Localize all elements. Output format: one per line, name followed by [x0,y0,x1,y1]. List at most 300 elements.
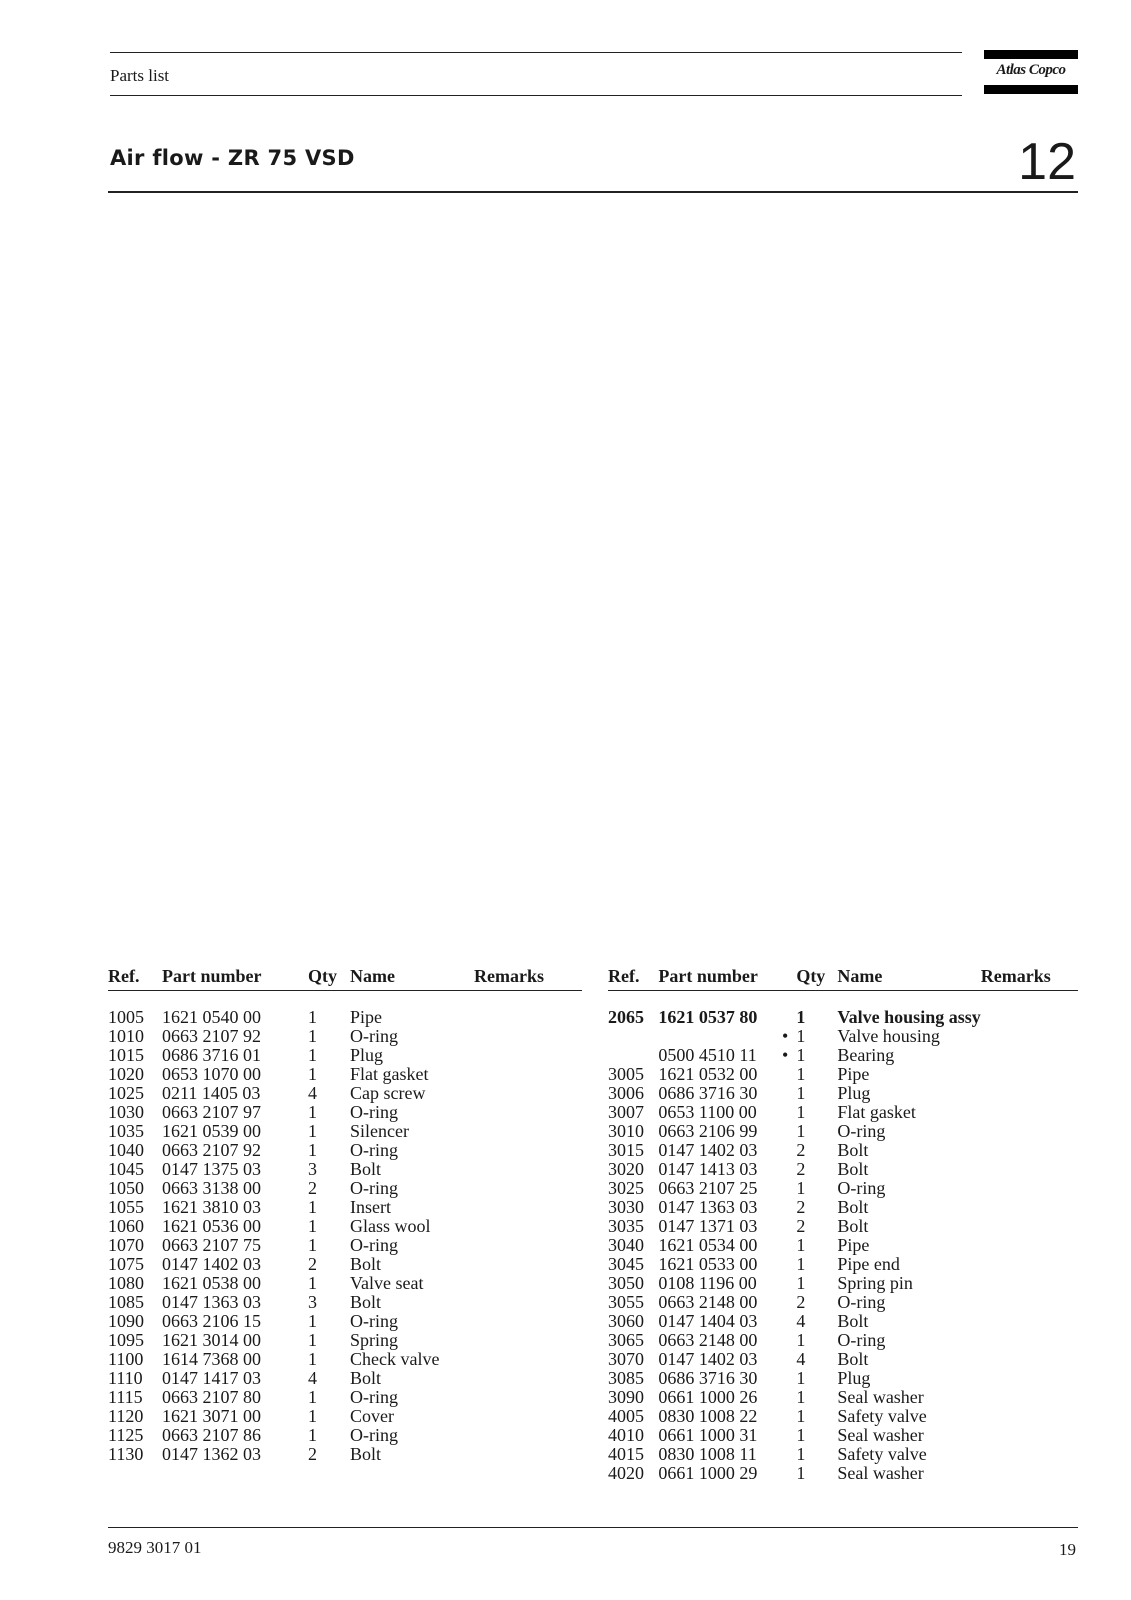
table-row [108,1198,582,1217]
qty-cell: 1 [796,1444,806,1464]
col-remarks: Remarks [474,966,544,986]
table-row [608,1293,1078,1312]
remarks-cell [981,1084,1078,1103]
qty-cell: 1 [308,1425,317,1445]
qty-cell: 1 [308,1064,317,1084]
remarks-cell [981,1008,1078,1027]
remarks-cell [474,1350,582,1369]
name-cell: O-ring [350,1178,398,1198]
part-number-cell: 0108 1196 00 [658,1273,757,1293]
table-row [108,1407,582,1426]
part-number-cell: 1621 0534 00 [658,1235,758,1255]
table-row [108,1331,582,1350]
right-header-rule [608,990,1078,991]
remarks-cell [474,1407,582,1426]
qty-cell: 1 [796,1121,806,1141]
name-cell: Valve housing assy [837,1007,981,1027]
bullet-cell [776,1103,796,1122]
qty-cell: 1 [796,1368,806,1388]
part-number-cell: 0686 3716 01 [162,1045,261,1065]
remarks-cell [474,1426,582,1445]
qty-cell: 1 [308,1197,317,1217]
name-cell: O-ring [837,1330,886,1350]
part-number-cell: 0830 1008 11 [658,1444,757,1464]
footer-rule [108,1527,1078,1528]
part-number-cell: 0830 1008 22 [658,1406,758,1426]
name-cell: Silencer [350,1121,409,1141]
remarks-cell [474,1255,582,1274]
spacer-row [608,992,1078,1008]
chapter-number: 12 [1018,133,1076,191]
remarks-cell [474,1065,582,1084]
table-row [608,1065,1078,1084]
page-title: Air flow - ZR 75 VSD [110,146,355,170]
bullet-cell [776,1008,796,1027]
table-row [608,1160,1078,1179]
ref-cell: 4010 [608,1425,644,1445]
table-row [108,1065,582,1084]
name-cell: Safety valve [837,1406,927,1426]
part-number-cell: 1621 0537 80 [658,1007,758,1027]
ref-cell: 3010 [608,1121,644,1141]
ref-cell: 1075 [108,1254,144,1274]
part-number-cell: 0663 2107 97 [162,1102,261,1122]
qty-cell: 1 [796,1406,806,1426]
part-number-cell: 0147 1363 03 [658,1197,758,1217]
name-cell: O-ring [837,1178,886,1198]
remarks-cell [981,1046,1078,1065]
qty-cell: 1 [308,1121,317,1141]
bullet-cell: • [782,1045,789,1065]
remarks-cell [981,1103,1078,1122]
qty-cell: 1 [308,1045,317,1065]
name-cell: Valve housing [837,1026,940,1046]
remarks-cell [474,1160,582,1179]
remarks-cell [981,1274,1078,1293]
remarks-cell [474,1027,582,1046]
table-row [608,1122,1078,1141]
bullet-cell [776,1369,796,1388]
remarks-cell [981,1407,1078,1426]
part-number-cell: 1621 0540 00 [162,1007,261,1027]
parts-table-right [608,966,1078,1483]
name-cell: Pipe end [837,1254,900,1274]
table-row [608,1464,1078,1483]
qty-cell: 1 [796,1045,806,1065]
part-number-cell: 0147 1413 03 [658,1159,758,1179]
table-row [108,1141,582,1160]
qty-cell: 4 [796,1311,806,1331]
name-cell: O-ring [350,1235,398,1255]
ref-cell: 1030 [108,1102,144,1122]
part-number-cell: 0147 1404 03 [658,1311,758,1331]
name-cell: Bolt [837,1216,869,1236]
qty-cell: 1 [796,1254,806,1274]
table-row [108,1312,582,1331]
qty-cell: 1 [796,1273,806,1293]
table-row [108,1255,582,1274]
remarks-cell [474,1198,582,1217]
ref-cell: 1120 [108,1406,144,1426]
remarks-cell [981,1331,1078,1350]
remarks-cell [981,1388,1078,1407]
part-number-cell: 0211 1405 03 [162,1083,261,1103]
table-row [608,1236,1078,1255]
col-qty: Qty [796,966,826,986]
name-cell: Cap screw [350,1083,426,1103]
bullet-cell: • [782,1026,789,1046]
qty-cell: 2 [308,1444,317,1464]
qty-cell: 1 [308,1311,317,1331]
ref-cell [608,1027,658,1046]
qty-cell: 1 [796,1064,806,1084]
table-row [608,1388,1078,1407]
ref-cell: 1040 [108,1140,144,1160]
remarks-cell [981,1426,1078,1445]
name-cell: O-ring [350,1425,398,1445]
bullet-cell [776,1426,796,1445]
bullet-cell [776,1065,796,1084]
header-bottom-rule [110,95,962,96]
ref-cell: 3007 [608,1102,644,1122]
remarks-cell [981,1065,1078,1084]
qty-cell: 2 [796,1292,806,1312]
table-row [608,1103,1078,1122]
ref-cell: 3090 [608,1387,644,1407]
remarks-cell [474,1445,582,1464]
name-cell: Plug [837,1368,871,1388]
bullet-cell [776,1312,796,1331]
remarks-cell [981,1255,1078,1274]
ref-cell: 3005 [608,1064,644,1084]
part-number-cell: 1621 3071 00 [162,1406,261,1426]
ref-cell: 1060 [108,1216,144,1236]
name-cell: Spring [350,1330,399,1350]
name-cell: Insert [350,1197,391,1217]
name-cell: Safety valve [837,1444,927,1464]
part-number-cell [658,1027,775,1046]
ref-cell: 3040 [608,1235,644,1255]
col-ref: Ref. [608,966,640,986]
part-number-cell: 0663 2107 80 [162,1387,261,1407]
part-number-cell: 0663 2148 00 [658,1330,758,1350]
bullet-cell [776,1445,796,1464]
part-number-cell: 0663 2148 00 [658,1292,758,1312]
part-number-cell: 1621 0538 00 [162,1273,261,1293]
qty-cell: 1 [308,1216,317,1236]
qty-cell: 1 [308,1235,317,1255]
name-cell: O-ring [837,1121,886,1141]
atlas-copco-logo [984,50,1078,94]
ref-cell: 1025 [108,1083,144,1103]
part-number-cell: 1621 0533 00 [658,1254,758,1274]
name-cell: Bolt [837,1140,869,1160]
ref-cell: 1090 [108,1311,144,1331]
part-number-cell: 0661 1000 31 [658,1425,758,1445]
remarks-cell [474,1312,582,1331]
table-row [608,1179,1078,1198]
bullet-cell [776,1084,796,1103]
name-cell: Spring pin [837,1273,913,1293]
table-row [608,1046,1078,1065]
table-row [108,1046,582,1065]
table-row [108,1122,582,1141]
qty-cell: 1 [796,1463,806,1483]
part-number-cell: 0663 2107 92 [162,1140,261,1160]
part-number-cell: 0147 1362 03 [162,1444,261,1464]
bullet-cell [776,1198,796,1217]
table-row [608,1027,1078,1046]
qty-cell: 1 [796,1235,806,1255]
remarks-cell [981,1217,1078,1236]
table-header-row [608,966,1078,992]
part-number-cell: 0147 1402 03 [658,1140,758,1160]
bullet-cell [776,1236,796,1255]
table-row [108,1103,582,1122]
qty-cell: 1 [796,1330,806,1350]
ref-cell: 1045 [108,1159,144,1179]
ref-cell: 3020 [608,1159,644,1179]
ref-cell: 1130 [108,1444,144,1464]
ref-cell: 3060 [608,1311,644,1331]
remarks-cell [474,1008,582,1027]
name-cell: Seal washer [837,1425,924,1445]
table-row [108,1179,582,1198]
remarks-cell [474,1122,582,1141]
name-cell: Bolt [350,1444,382,1464]
ref-cell: 3065 [608,1330,644,1350]
table-row [108,1160,582,1179]
ref-cell: 3025 [608,1178,644,1198]
ref-cell: 1035 [108,1121,144,1141]
bullet-cell [776,1407,796,1426]
remarks-cell [981,1350,1078,1369]
bullet-cell [776,1141,796,1160]
name-cell: Check valve [350,1349,440,1369]
qty-cell: 1 [796,1083,806,1103]
ref-cell: 2065 [608,1007,644,1027]
qty-cell: 1 [796,1178,806,1198]
qty-cell: 1 [308,1406,317,1426]
qty-cell: 2 [796,1159,806,1179]
name-cell: Plug [350,1045,384,1065]
part-number-cell: 1621 0532 00 [658,1064,758,1084]
part-number-cell: 0663 2106 15 [162,1311,261,1331]
qty-cell: 1 [796,1425,806,1445]
remarks-cell [981,1464,1078,1483]
ref-cell: 3045 [608,1254,644,1274]
part-number-cell: 0147 1375 03 [162,1159,261,1179]
name-cell: Seal washer [837,1387,924,1407]
remarks-cell [474,1293,582,1312]
qty-cell: 4 [308,1083,317,1103]
table-row [108,1369,582,1388]
part-number-cell: 0653 1070 00 [162,1064,261,1084]
ref-cell: 3015 [608,1140,644,1160]
name-cell: Cover [350,1406,394,1426]
ref-cell: 1070 [108,1235,144,1255]
remarks-cell [981,1369,1078,1388]
part-number-cell: 0663 2107 86 [162,1425,261,1445]
table-row [608,1331,1078,1350]
name-cell: Bolt [350,1254,382,1274]
table-row [608,1312,1078,1331]
col-name: Name [837,966,883,986]
qty-cell: 2 [796,1140,806,1160]
ref-cell: 1055 [108,1197,144,1217]
ref-cell: 1015 [108,1045,144,1065]
part-number-cell: 1614 7368 00 [162,1349,261,1369]
part-number-cell: 0663 3138 00 [162,1178,261,1198]
qty-cell: 4 [796,1349,806,1369]
remarks-cell [474,1236,582,1255]
remarks-cell [981,1312,1078,1331]
table-header-row [108,966,582,992]
col-ref: Ref. [108,966,140,986]
remarks-cell [981,1141,1078,1160]
table-row [608,1445,1078,1464]
document-number: 9829 3017 01 [108,1538,202,1557]
remarks-cell [981,1236,1078,1255]
table-row [608,1008,1078,1027]
ref-cell: 1100 [108,1349,144,1369]
table-row [608,1274,1078,1293]
ref-cell: 1010 [108,1026,144,1046]
name-cell: O-ring [837,1292,886,1312]
remarks-cell [474,1103,582,1122]
part-number-cell: 0663 2107 92 [162,1026,261,1046]
ref-cell: 4015 [608,1444,644,1464]
name-cell: O-ring [350,1311,398,1331]
ref-cell: 1005 [108,1007,144,1027]
ref-cell: 1125 [108,1425,144,1445]
table-row [108,1236,582,1255]
name-cell: Bolt [837,1311,869,1331]
remarks-cell [474,1084,582,1103]
qty-cell: 1 [308,1387,317,1407]
ref-cell: 1080 [108,1273,144,1293]
part-number-cell: 1621 0536 00 [162,1216,261,1236]
ref-cell: 3050 [608,1273,644,1293]
parts-table-right-body [608,992,1078,1483]
ref-cell: 1050 [108,1178,144,1198]
name-cell: Glass wool [350,1216,431,1236]
remarks-cell [981,1027,1078,1046]
remarks-cell [474,1331,582,1350]
qty-cell: 2 [796,1197,806,1217]
remarks-cell [981,1445,1078,1464]
name-cell: O-ring [350,1026,398,1046]
ref-cell: 1110 [108,1368,143,1388]
page-number: 19 [1059,1540,1076,1559]
part-number-cell: 0500 4510 11 [658,1045,757,1065]
logo-text: Atlas Copco [996,62,1066,78]
ref-cell: 3070 [608,1349,644,1369]
header-top-rule [110,52,962,53]
ref-cell: 4005 [608,1406,644,1426]
qty-cell: 2 [308,1178,317,1198]
col-remarks: Remarks [980,966,1051,986]
ref-cell [608,1046,658,1065]
part-number-cell: 1621 3014 00 [162,1330,261,1350]
part-number-cell: 0686 3716 30 [658,1083,758,1103]
remarks-cell [474,1369,582,1388]
bullet-cell [776,1122,796,1141]
header-label: Parts list [110,66,170,85]
name-cell: O-ring [350,1140,398,1160]
name-cell: Bearing [837,1045,895,1065]
remarks-cell [474,1217,582,1236]
table-row [108,1008,582,1027]
name-cell: Plug [837,1083,871,1103]
remarks-cell [981,1160,1078,1179]
name-cell: Flat gasket [350,1064,429,1084]
qty-cell: 1 [308,1007,317,1027]
bullet-cell [776,1388,796,1407]
part-number-cell: 0147 1402 03 [162,1254,261,1274]
part-number-cell: 0686 3716 30 [658,1368,758,1388]
qty-cell: 4 [308,1368,317,1388]
table-row [608,1369,1078,1388]
table-row [608,1407,1078,1426]
table-row [608,1198,1078,1217]
qty-cell: 1 [796,1387,806,1407]
bullet-cell [776,1179,796,1198]
part-number-cell: 0147 1402 03 [658,1349,758,1369]
part-number-cell: 0661 1000 29 [658,1463,758,1483]
qty-cell: 3 [308,1159,317,1179]
table-row [608,1141,1078,1160]
bullet-cell [776,1331,796,1350]
remarks-cell [474,1388,582,1407]
name-cell: O-ring [350,1387,398,1407]
bullet-cell [776,1350,796,1369]
qty-cell: 1 [796,1007,806,1027]
name-cell: Bolt [837,1159,869,1179]
part-number-cell: 0663 2107 75 [162,1235,261,1255]
remarks-cell [981,1122,1078,1141]
qty-cell: 3 [308,1292,317,1312]
ref-cell: 3035 [608,1216,644,1236]
ref-cell: 4020 [608,1463,644,1483]
col-part-number: Part number [162,966,262,986]
bullet-cell [776,1274,796,1293]
table-row [608,1084,1078,1103]
spacer-cell [608,992,1078,1008]
table-row [108,1350,582,1369]
part-number-cell: 0661 1000 26 [658,1387,758,1407]
name-cell: Pipe [350,1007,383,1027]
ref-cell: 3085 [608,1368,644,1388]
name-cell: Bolt [350,1159,382,1179]
table-row [108,1084,582,1103]
remarks-cell [474,1274,582,1293]
table-row [108,1445,582,1464]
name-cell: Seal washer [837,1463,924,1483]
part-number-cell: 0663 2107 25 [658,1178,758,1198]
table-row [108,1293,582,1312]
table-row [608,1350,1078,1369]
spacer-cell [108,992,582,1008]
bullet-cell [776,1160,796,1179]
name-cell: Pipe [837,1064,870,1084]
qty-cell: 1 [308,1140,317,1160]
table-row [108,1217,582,1236]
part-number-cell: 1621 3810 03 [162,1197,261,1217]
ref-cell: 1085 [108,1292,144,1312]
remarks-cell [981,1198,1078,1217]
bullet-cell [776,1464,796,1483]
